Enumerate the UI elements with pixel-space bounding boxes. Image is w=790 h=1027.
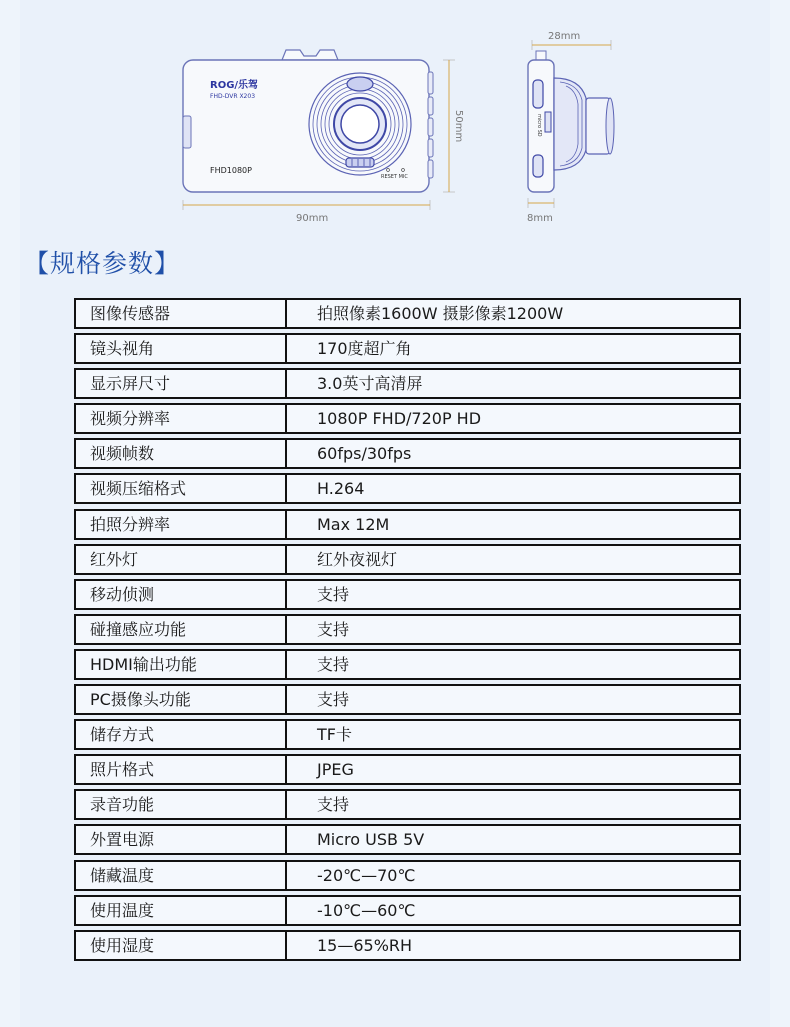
- side-view: [527, 31, 614, 224]
- spec-value: 支持: [285, 579, 741, 610]
- spec-value: 支持: [285, 789, 741, 820]
- model-text: FHD-DVR X203: [210, 93, 256, 100]
- spec-value: 支持: [285, 649, 741, 680]
- spec-value: JPEG: [285, 754, 741, 785]
- spec-label: 拍照分辨率: [74, 509, 290, 540]
- spec-label: 外置电源: [74, 824, 290, 855]
- spec-label: 使用湿度: [74, 930, 290, 961]
- spec-value: Max 12M: [285, 509, 741, 540]
- spec-row: [74, 754, 724, 785]
- spec-value: -20℃—70℃: [285, 860, 741, 891]
- spec-value: 拍照像素1600W 摄影像素1200W: [285, 298, 741, 329]
- spec-row: [74, 684, 724, 715]
- spec-value: TF卡: [285, 719, 741, 750]
- spec-label: 红外灯: [74, 544, 290, 575]
- spec-row: [74, 614, 724, 645]
- spec-value: H.264: [285, 473, 741, 504]
- sd-slot-text: micro SD: [536, 114, 542, 137]
- brand-logo: ROG/乐驾: [210, 80, 259, 91]
- spec-row: [74, 789, 724, 820]
- spec-label: 图像传感器: [74, 298, 290, 329]
- spec-row: [74, 544, 724, 575]
- spec-value: 红外夜视灯: [285, 544, 741, 575]
- spec-row: [74, 824, 724, 855]
- width-dimension: 90mm: [296, 213, 329, 224]
- spec-label: HDMI输出功能: [74, 649, 290, 680]
- front-view: [183, 50, 464, 224]
- spec-label: 显示屏尺寸: [74, 368, 290, 399]
- spec-label: 视频压缩格式: [74, 473, 290, 504]
- spec-value: 170度超广角: [285, 333, 741, 364]
- spec-row: [74, 298, 724, 329]
- spec-row: [74, 649, 724, 680]
- spec-label: 视频分辨率: [74, 403, 290, 434]
- spec-label: 镜头视角: [74, 333, 290, 364]
- spec-label: 碰撞感应功能: [74, 614, 290, 645]
- spec-row: [74, 509, 724, 540]
- height-dimension: 50mm: [453, 110, 464, 143]
- spec-row: [74, 403, 724, 434]
- spec-label: 移动侦测: [74, 579, 290, 610]
- spec-row: [74, 473, 724, 504]
- spec-value: -10℃—60℃: [285, 895, 741, 926]
- reset-mic-text: RESET MIC: [381, 174, 408, 180]
- spec-value: 支持: [285, 684, 741, 715]
- product-drawing: [0, 0, 790, 240]
- spec-label: 储存方式: [74, 719, 290, 750]
- spec-label: 储藏温度: [74, 860, 290, 891]
- thickness-dimension: 8mm: [527, 213, 553, 224]
- section-title: 【规格参数】: [24, 249, 181, 278]
- spec-value: 15—65%RH: [285, 930, 741, 961]
- spec-value: Micro USB 5V: [285, 824, 741, 855]
- spec-label: 使用温度: [74, 895, 290, 926]
- spec-label: 照片格式: [74, 754, 290, 785]
- spec-row: [74, 438, 724, 469]
- depth-dimension: 28mm: [548, 31, 581, 42]
- front-resolution-text: FHD1080P: [210, 166, 252, 175]
- spec-row: [74, 579, 724, 610]
- spec-value: 3.0英寸高清屏: [285, 368, 741, 399]
- spec-row: [74, 895, 724, 926]
- spec-table: [74, 298, 724, 965]
- spec-row: [74, 930, 724, 961]
- spec-row: [74, 333, 724, 364]
- spec-row: [74, 719, 724, 750]
- spec-label: 视频帧数: [74, 438, 290, 469]
- spec-label: PC摄像头功能: [74, 684, 290, 715]
- spec-row: [74, 860, 724, 891]
- spec-label: 录音功能: [74, 789, 290, 820]
- spec-row: [74, 368, 724, 399]
- spec-value: 60fps/30fps: [285, 438, 741, 469]
- spec-value: 支持: [285, 614, 741, 645]
- spec-value: 1080P FHD/720P HD: [285, 403, 741, 434]
